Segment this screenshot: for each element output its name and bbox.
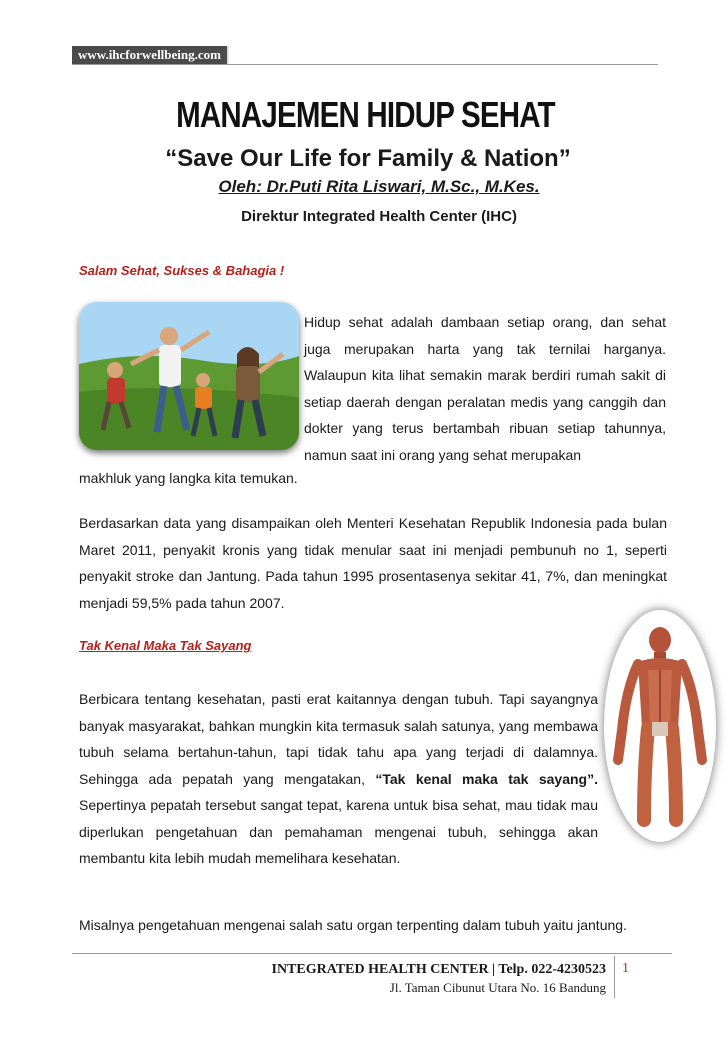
footer-organization: INTEGRATED HEALTH CENTER | Telp. 022-4230523 <box>271 962 606 977</box>
body-text-part2: Sepertinya pepatah tersebut sangat tepat, karena untuk bisa sehat, mau tidak mau diperlukan pengetahuan dan pemahaman mengenai tubuh, sehingga akan membantu kita lebih mudah memelihara kesehatan. <box>79 797 598 866</box>
body-text-part1: Berbicara tentang kesehatan, pasti erat kaitannya dengan tubuh. Tapi sayangnya banyak masyarakat, bahkan mungkin kita termasuk salah satunya, yang membawa tubuh selama bertahun-tahun, tapi tidak tahu apa yang terjadi di dalamnya. Sehingga ada pepatah yang mengatakan, <box>79 691 598 787</box>
intro-paragraph: Hidup sehat adalah dambaan setiap orang, dan sehat juga merupakan harta yang tak ternilai harganya. Walaupun kita lihat semakin marak berdiri rumah sakit di setiap daerah dengan peralatan medis yang canggih dan dokter yang terus bertambah ribuan setiap tahunnya, namun saat ini orang yang sehat merupakan <box>304 314 666 463</box>
body-paragraph <box>79 686 598 872</box>
page-subtitle: “Save Our Life for Family & Nation” <box>165 145 571 172</box>
muscle-anatomy-image <box>604 610 716 842</box>
header-rule <box>72 64 658 65</box>
intro-paragraph-end: makhluk yang langka kita temukan. <box>79 470 298 486</box>
closing-paragraph: Misalnya pengetahuan mengenai salah satu organ terpenting dalam tubuh yaitu jantung. <box>79 917 627 933</box>
header-url: www.ihcforwellbeing.com <box>72 46 229 64</box>
family-illustration <box>79 302 299 450</box>
footer-address: Jl. Taman Cibunut Utara No. 16 Bandung <box>389 980 606 995</box>
greeting: Salam Sehat, Sukses & Bahagia ! <box>79 263 285 278</box>
anatomy-illustration <box>604 610 716 842</box>
page-number: 1 <box>622 961 629 976</box>
family-photo <box>79 302 299 450</box>
section-heading: Tak Kenal Maka Tak Sayang <box>79 638 252 653</box>
page-title: MANAJEMEN HIDUP SEHAT <box>176 94 555 135</box>
statistics-paragraph: Berdasarkan data yang disampaikan oleh Menteri Kesehatan Republik Indonesia pada bulan Maret 2011, penyakit kronis yang tidak menular saat ini menjadi pembunuh no 1, seperti penyakit stroke dan Jantung. Pada tahun 1995 prosentasenya sekitar 41, 7%, dan meningkat menjadi 59,5% pada tahun 2007. <box>79 515 667 611</box>
author-line: Oleh: Dr.Puti Rita Liswari, M.Sc., M.Kes. <box>218 177 540 196</box>
footer-rule <box>72 953 672 954</box>
proverb-quote: “Tak kenal maka tak sayang”. <box>375 770 598 787</box>
author-role: Direktur Integrated Health Center (IHC) <box>241 208 517 225</box>
